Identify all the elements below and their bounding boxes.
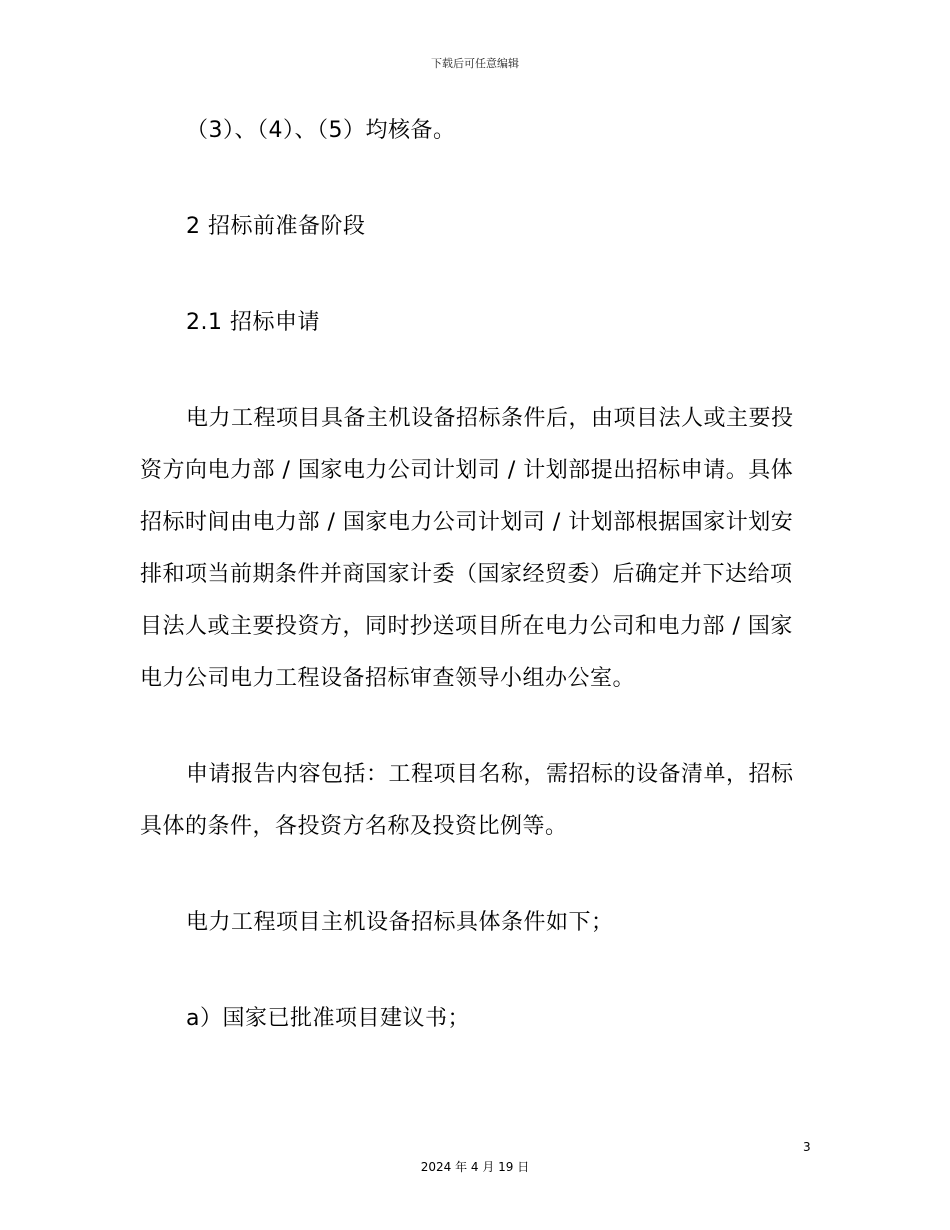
paragraph-report-content: 申请报告内容包括：工程项目名称，需招标的设备清单，招标具体的条件，各投资方名称及投资比例等。 xyxy=(140,762,794,839)
document-body xyxy=(140,105,800,1045)
paragraph-application: 电力工程项目具备主机设备招标条件后，由项目法人或主要投资方向电力部 / 国家电力公司计划司 / 计划部提出招标申请。具体招标时间由电力部 / 国家电力公司计划司 / 计划部根据国家计划安排和项当前期条件并商国家计委（国家经贸委）后确定并下达给项目法人或主要投资方，同时抄送项目所在电力公司和电力部 / 国家电力公司电力工程设备招标审查领导小组办公室。 xyxy=(140,406,794,691)
section-heading: 2 招标前准备阶段 xyxy=(186,214,366,239)
paragraph-1: （3）、（4）、（5）均核备。 xyxy=(186,118,456,143)
page-number: 3 xyxy=(803,1140,811,1154)
subsection-heading: 2.1 招标申请 xyxy=(186,310,320,335)
list-item-a: a）国家已批准项目建议书； xyxy=(186,1006,470,1031)
page-header: 下载后可任意编辑 xyxy=(431,57,519,70)
paragraph-conditions: 电力工程项目主机设备招标具体条件如下； xyxy=(186,910,614,935)
page-footer-date: 2024 年 4 月 19 日 xyxy=(420,1160,530,1174)
